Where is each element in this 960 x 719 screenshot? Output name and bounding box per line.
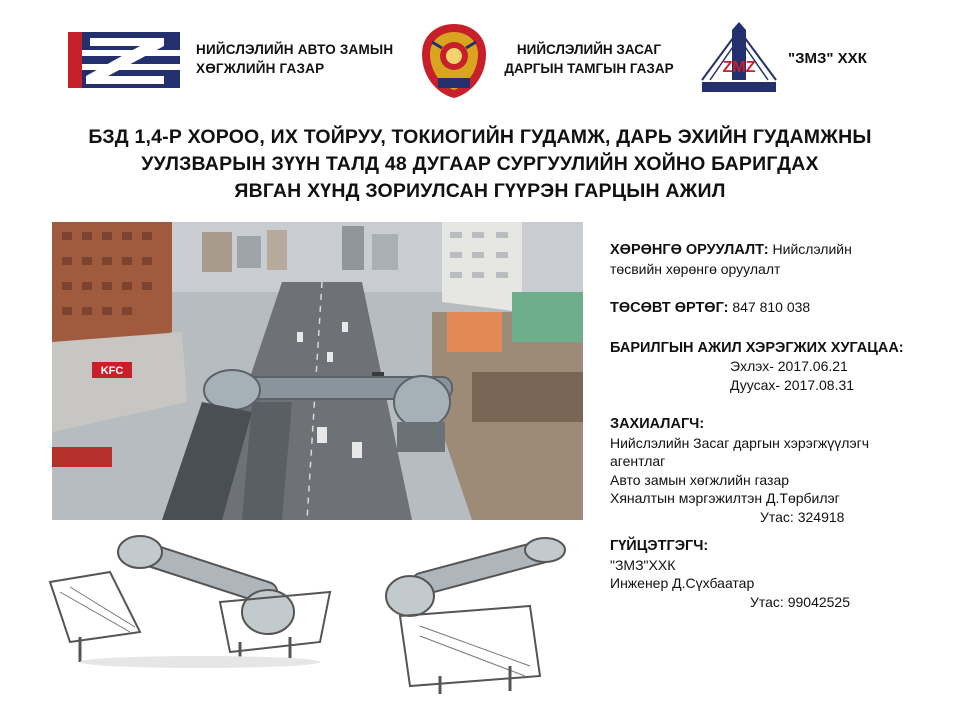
city-emblem-logo <box>418 22 490 100</box>
contractor-line1: "ЗМЗ"ХХК <box>610 556 676 573</box>
client-line4: Хяналтын мэргэжилтэн Д.Төрбилэг <box>610 490 840 506</box>
client-label: ЗАХИАЛАГЧ: <box>610 416 705 432</box>
investment-label: ХӨРӨНГӨ ОРУУЛАЛТ: <box>610 242 769 258</box>
budget-section <box>610 298 950 318</box>
client-phone: Утас: 324918 <box>760 508 845 525</box>
zmz-company-name: "ЗМЗ" ХХК <box>788 50 867 67</box>
aerial-city-photo <box>52 222 583 520</box>
client-section <box>610 414 950 526</box>
client-line3: Авто замын хөгжлийн газар <box>610 471 790 488</box>
kfc-sign: KFC <box>100 365 124 377</box>
client-line2: агентлаг <box>610 453 666 469</box>
project-title: БЗД 1,4-Р ХОРОО, ИХ ТОЙРУУ, ТОКИОГИЙН ГУДАМЖ, ДАРЬ ЭХИЙН ГУДАМЖНЫ УУЛЗВАРЫН ЗҮҮН ТАЛД 48 ДУГААР СУРГУУЛИЙН ХОЙНО БАРИГДАХ ЯВГАН ХҮНД ЗОРИУЛСАН ГҮҮРЭН ГАРЦЫН АЖИЛ <box>88 126 872 202</box>
investment-section <box>610 240 950 278</box>
client-line1: Нийслэлийн Засаг даргын хэрэгжүүлэгч <box>610 434 869 451</box>
duration-section <box>610 338 950 395</box>
investment-value-a: Нийслэлийн <box>772 241 852 257</box>
bridge-render-front <box>40 532 340 672</box>
end-date: Дуусах- 2017.08.31 <box>730 376 855 393</box>
bridge-render-side <box>380 536 580 696</box>
road-agency-name: НИЙСЛЭЛИЙН АВТО ЗАМЫН ХӨГЖЛИЙН ГАЗАР <box>196 42 394 76</box>
contractor-phone: Утас: 99042525 <box>750 593 851 610</box>
budget-label: ТӨСӨВТ ӨРТӨГ: <box>610 300 729 316</box>
contractor-line2: Инженер Д.Сүхбаатар <box>610 575 755 591</box>
contractor-section <box>610 536 950 611</box>
start-date: Эхлэх- 2017.06.21 <box>730 358 848 374</box>
investment-value-b: төсвийн хөрөнгө оруулалт <box>610 260 781 277</box>
governor-office-name: НИЙСЛЭЛИЙН ЗАСАГ ДАРГЫН ТАМГЫН ГАЗАР <box>504 42 674 76</box>
contractor-label: ГҮЙЦЭТГЭГЧ: <box>610 538 709 554</box>
duration-label: БАРИЛГЫН АЖИЛ ХЭРЭГЖИХ ХУГАЦАА: <box>610 339 904 356</box>
zmz-bridge-logo <box>700 20 778 94</box>
road-agency-logo <box>68 32 180 88</box>
svg-text:ZMZ: ZMZ <box>722 59 756 76</box>
budget-value: 847 810 038 <box>732 299 811 315</box>
project-info <box>610 240 950 611</box>
